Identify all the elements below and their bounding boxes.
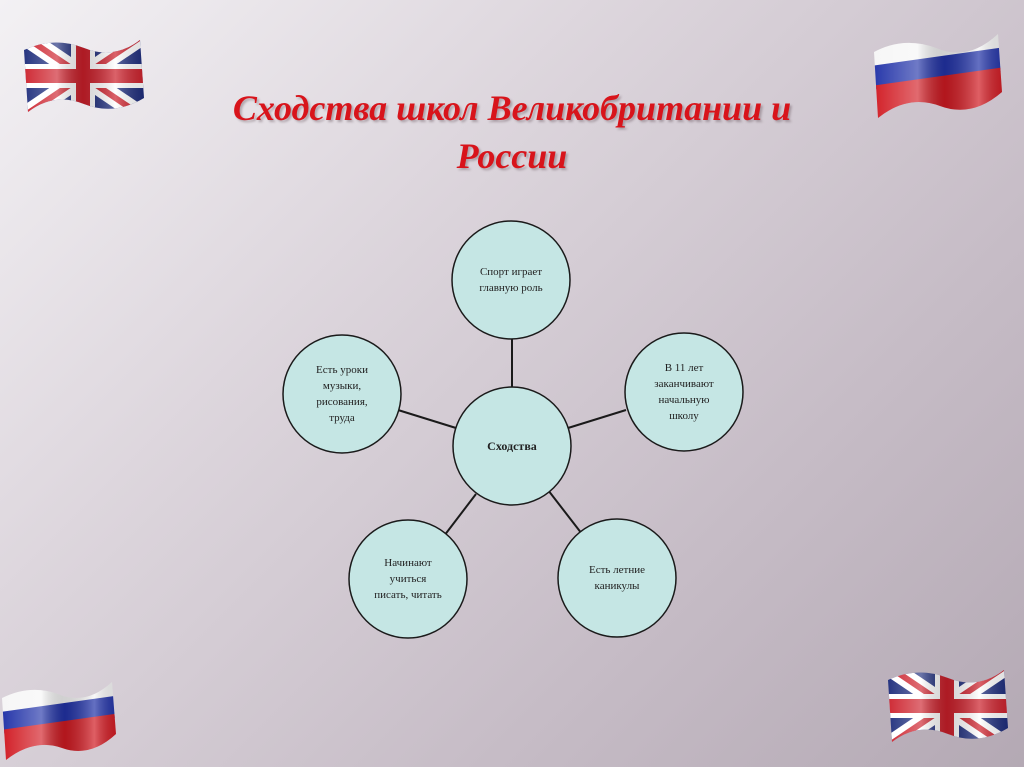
title-line-1: Сходства школ Великобритании и <box>232 88 792 128</box>
node-read-write-line-1: Начинают <box>384 557 432 569</box>
connector-holidays <box>548 490 582 534</box>
center-label-text: Сходства <box>487 439 537 453</box>
node-lessons-line-2: музыки, <box>322 380 362 392</box>
node-lessons-label <box>287 354 397 434</box>
node-lessons-line-1: Есть уроки <box>316 364 368 376</box>
connector-lessons <box>398 410 456 428</box>
node-holidays-line-2: каникулы <box>594 580 640 592</box>
node-age11-line-1: В 11 лет <box>664 362 704 374</box>
connector-read-write <box>444 494 476 536</box>
node-sport-line-2: главную роль <box>479 282 543 294</box>
center-node-label <box>462 426 562 466</box>
node-age11-line-4: школу <box>669 410 699 422</box>
node-age11-line-2: заканчивают <box>654 378 714 390</box>
node-read-write-line-3: писать, читать <box>374 589 442 601</box>
node-age11-line-3: начальную <box>658 394 710 406</box>
node-lessons-line-4: труда <box>329 412 355 424</box>
node-lessons-line-3: рисования, <box>316 396 368 408</box>
node-age11-label <box>629 352 739 432</box>
node-read-write-label <box>353 549 463 609</box>
node-holidays-label <box>562 556 672 600</box>
node-read-write-line-2: учиться <box>389 573 427 585</box>
node-sport-label <box>456 250 566 310</box>
title-line-2: России <box>456 136 568 176</box>
connector-age11 <box>568 410 626 428</box>
node-sport-line-1: Спорт играет <box>479 266 543 278</box>
node-holidays-line-1: Есть летние <box>588 564 645 576</box>
